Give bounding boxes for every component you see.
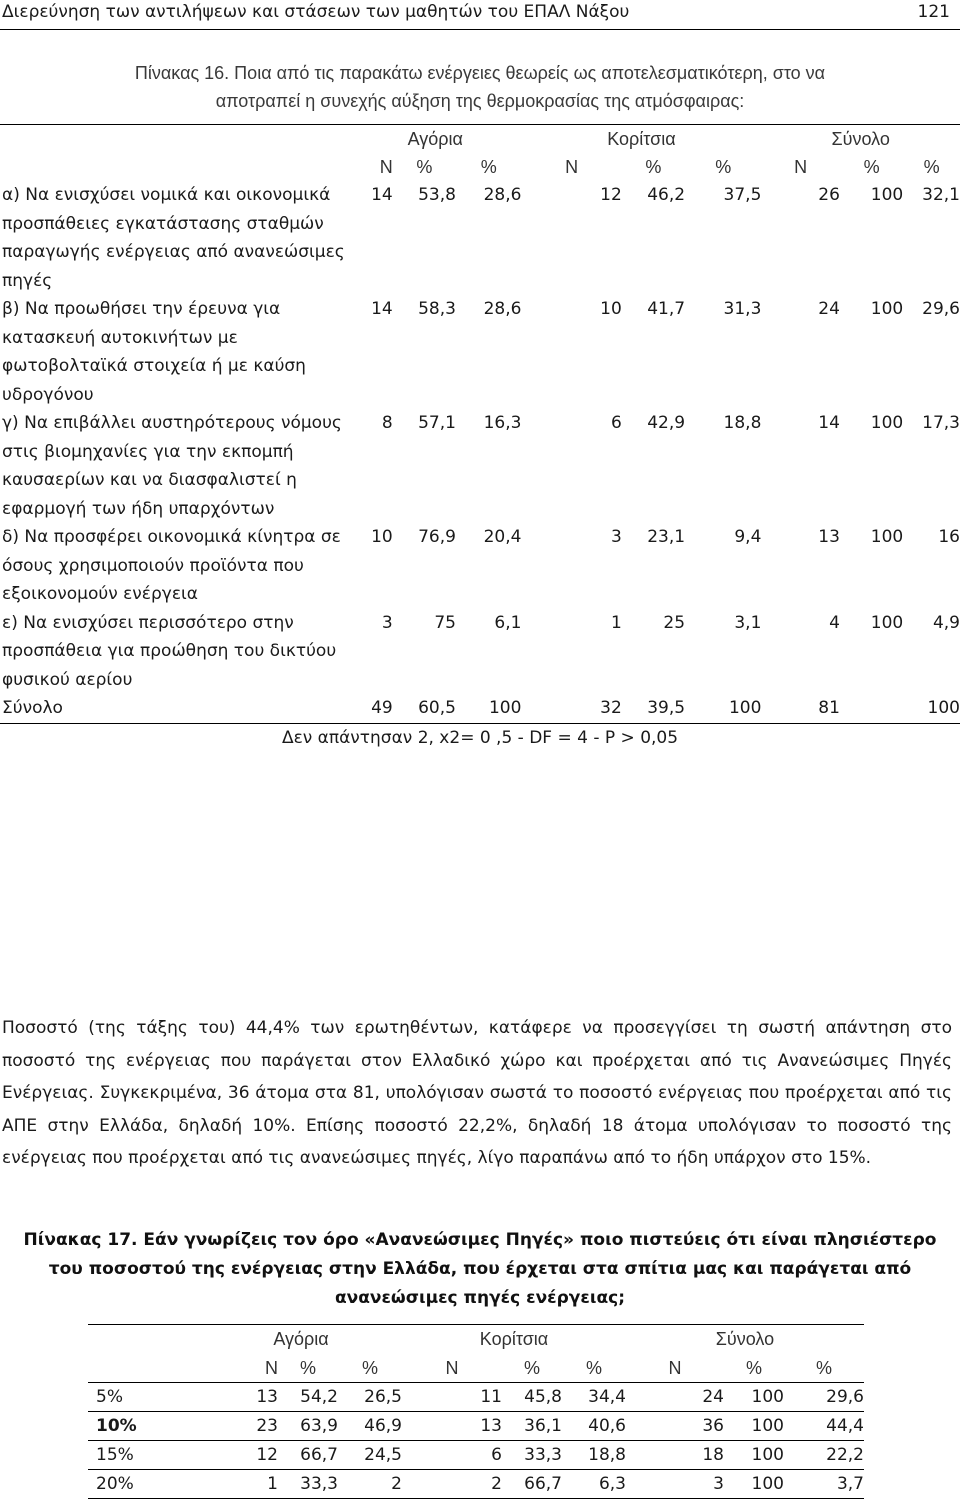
table17-group-girls: Κορίτσια (402, 1325, 626, 1354)
cell: 18 (626, 1441, 724, 1470)
table17-sub: Ν (445, 1357, 459, 1378)
cell: 6 (402, 1441, 502, 1470)
cell: 11 (402, 1383, 502, 1412)
page-header (0, 0, 960, 30)
cell: 16 (938, 527, 960, 547)
table16-sub: Ν (379, 157, 393, 177)
row-label: γ) Να επιβάλλει αυστηρότερους νόμους στις βιομηχανίες για την εκπομπή καυσαερίων και να διασφαλιστεί η εφαρμογή των ήδη υπαρχόντων (2, 413, 342, 519)
cell: 18,8 (562, 1441, 626, 1470)
table-row (88, 1412, 864, 1441)
table16-sub: Ν (794, 157, 808, 177)
table17-sub: % (745, 1357, 762, 1378)
table16-stat-row (0, 723, 960, 752)
table17-group-header (88, 1325, 864, 1354)
table16-group-total: Σύνολο (831, 129, 890, 149)
cell: 76,9 (418, 527, 456, 547)
table16-sub: % (923, 157, 940, 177)
cell: 31,3 (723, 299, 762, 319)
row-label: α) Να ενισχύσει νομικά και οικονομικά προσπάθειες εγκατάστασης σταθμών παραγωγής ενέργειας από ανανεώσιμες πηγές (2, 185, 345, 291)
cell: 3 (626, 1470, 724, 1499)
cell: 24 (626, 1383, 724, 1412)
cell: 6 (610, 413, 622, 433)
cell: 29,6 (784, 1383, 864, 1412)
cell: 40,6 (562, 1412, 626, 1441)
cell: 24,5 (338, 1441, 402, 1470)
cell: 25 (663, 612, 686, 633)
cell: 13 (818, 527, 840, 547)
cell: 13 (402, 1412, 502, 1441)
table17-subheader (88, 1354, 864, 1383)
cell: 75 (434, 612, 456, 633)
table17-sub: % (815, 1357, 832, 1378)
table-row (0, 181, 960, 295)
row-label: δ) Να προσφέρει οικονομικά κίνητρα σε όσους χρησιμοποιούν προϊόντα που εξοικονομούν ενέργεια (2, 527, 341, 604)
table17-sub: % (523, 1357, 540, 1378)
table17-sub: Ν (265, 1357, 278, 1378)
cell: 20,4 (483, 527, 522, 547)
table16-group-boys: Αγόρια (407, 129, 463, 149)
table17-sub: % (585, 1357, 602, 1378)
cell: 28,6 (483, 185, 522, 205)
cell: 23,1 (647, 527, 686, 547)
cell: 10 (371, 527, 393, 547)
cell: 1 (200, 1470, 278, 1499)
cell: 3,7 (784, 1470, 864, 1499)
cell: 45,8 (502, 1383, 562, 1412)
table17-caption-line3: ανανεώσιμες πηγές ενέργειας; (334, 1288, 626, 1308)
cell: 36 (626, 1412, 724, 1441)
table16-group-header (0, 125, 960, 154)
cell: 100 (870, 413, 904, 433)
cell: 3 (381, 612, 393, 633)
table17-sub: % (299, 1357, 316, 1378)
table16 (0, 124, 960, 752)
cell: 22,2 (784, 1441, 864, 1470)
cell: 16,3 (483, 413, 522, 433)
row-label: 15% (88, 1441, 200, 1470)
cell: 100 (724, 1441, 784, 1470)
table-row (0, 609, 960, 695)
table17-caption-line1: Πίνακας 17. Εάν γνωρίζεις τον όρο «Ανανεώσιμες Πηγές» ποιο πιστεύεις ότι είναι πλησιέστερο (23, 1230, 937, 1250)
cell: 100 (870, 612, 904, 633)
table-row (88, 1383, 864, 1412)
cell: 34,4 (562, 1383, 626, 1412)
table-row (0, 523, 960, 609)
cell: 60,5 (393, 694, 456, 723)
cell: 12 (200, 1441, 278, 1470)
table17-caption-line2: του ποσοστού της ενέργειας στην Ελλάδα, που έρχεται στα σπίτια μας και παράγεται από (48, 1259, 912, 1279)
document-title: Διερεύνηση των αντιλήψεων και στάσεων των μαθητών του ΕΠΑΛ Νάξου (2, 2, 630, 22)
cell: 4 (829, 612, 840, 633)
cell: 33,3 (278, 1470, 338, 1499)
table17-sub: % (361, 1357, 378, 1378)
cell: 2 (402, 1470, 502, 1499)
table17 (88, 1324, 864, 1499)
table16-group-girls: Κορίτσια (607, 129, 676, 149)
body-paragraph: Ποσοστό (της τάξης του) 44,4% των ερωτηθέντων, κατάφερε να προσεγγίσει τη σωστή απάντηση στο ποσοστό της ενέργειας που παράγεται στον Ελλαδικό χώρο και προέρχεται από τις Ανανεώσιμες Πηγές Ενέργειας. Συγκεκριμένα, 36 άτομα στα 81, υπολόγισαν σωστά το ποσοστό ενέργειας που προέρχεται από τις ΑΠΕ στην Ελλάδα, δηλαδή 10%. Επίσης ποσοστό 22,2%, δηλαδή 18 άτομα υπολόγισαν το ποσοστό της ενέργειας που προέρχεται από τις ανανεώσιμες πηγές, λίγο παραπάνω από το ήδη υπάρχον στο 15%. (2, 1018, 952, 1168)
cell: 24 (818, 299, 840, 319)
table16-total-row (0, 694, 960, 723)
row-label: Σύνολο (0, 694, 349, 723)
cell: 46,2 (647, 185, 686, 205)
cell: 49 (349, 694, 393, 723)
cell: 44,4 (784, 1412, 864, 1441)
page-number: 121 (917, 2, 950, 22)
cell: 14 (371, 299, 393, 319)
cell: 100 (724, 1383, 784, 1412)
cell: 32,1 (922, 185, 960, 205)
cell: 17,3 (922, 413, 960, 433)
cell: 3,1 (734, 612, 762, 633)
cell: 26 (818, 185, 840, 205)
table16-caption-line1: Πίνακας 16. Ποια από τις παρακάτω ενέργειες θεωρείς ως αποτελεσματικότερη, στο να (134, 63, 826, 83)
cell: 100 (456, 694, 521, 723)
table16-sub: Ν (565, 157, 579, 177)
cell: 100 (724, 1412, 784, 1441)
table16-sub: % (645, 157, 662, 177)
table-row (0, 295, 960, 409)
cell: 42,9 (647, 413, 686, 433)
cell: 66,7 (278, 1441, 338, 1470)
cell: 66,7 (502, 1470, 562, 1499)
cell: 23 (200, 1412, 278, 1441)
cell: 8 (381, 413, 393, 433)
cell: 100 (870, 527, 904, 547)
cell: 26,5 (338, 1383, 402, 1412)
cell: 100 (685, 694, 761, 723)
cell: 54,2 (278, 1383, 338, 1412)
table17-group-boys: Αγόρια (200, 1325, 402, 1354)
cell: 12 (600, 185, 622, 205)
cell: 6,1 (494, 612, 522, 633)
table17-caption (0, 1226, 960, 1313)
cell: 28,6 (483, 299, 522, 319)
cell: 100 (724, 1470, 784, 1499)
cell: 37,5 (723, 185, 762, 205)
cell: 100 (903, 694, 960, 723)
table16-subheader (0, 153, 960, 181)
table-row (88, 1441, 864, 1470)
cell: 58,3 (418, 299, 456, 319)
row-label: ε) Να ενισχύσει περισσότερο στην προσπάθεια για προώθηση του δικτύου φυσικού αερίου (2, 612, 337, 690)
row-label: 20% (88, 1470, 200, 1499)
cell: 46,9 (338, 1412, 402, 1441)
table17-sub: Ν (668, 1357, 682, 1378)
cell: 53,8 (418, 185, 456, 205)
cell: 2 (338, 1470, 402, 1499)
cell: 4,9 (932, 612, 960, 633)
table-row (88, 1470, 864, 1499)
row-label: 5% (88, 1383, 200, 1412)
table16-sub: % (715, 157, 732, 177)
cell: 81 (761, 694, 840, 723)
cell: 14 (371, 185, 393, 205)
cell: 41,7 (647, 299, 686, 319)
cell: 100 (870, 299, 904, 319)
cell: 100 (870, 185, 904, 205)
row-label: 10% (88, 1412, 200, 1441)
cell: 63,9 (278, 1412, 338, 1441)
cell: 10 (600, 299, 622, 319)
table16-caption-line2: αποτραπεί η συνεχής αύξηση της θερμοκρασίας της ατμόσφαιρας: (215, 91, 745, 111)
stat-line: Δεν απάντησαν 2, x2= 0 ,5 - DF = 4 - P > 0,05 (281, 727, 679, 748)
cell: 14 (818, 413, 840, 433)
table-row (0, 409, 960, 523)
cell: 6,3 (562, 1470, 626, 1499)
cell: 18,8 (723, 413, 762, 433)
cell: 39,5 (622, 694, 685, 723)
cell: 33,3 (502, 1441, 562, 1470)
cell: 32 (521, 694, 621, 723)
table16-sub: % (480, 157, 497, 177)
table16-sub: % (863, 157, 880, 177)
table16-caption (0, 59, 960, 115)
table17-group-total: Σύνολο (626, 1325, 864, 1354)
cell: 36,1 (502, 1412, 562, 1441)
cell: 9,4 (734, 527, 762, 547)
cell: 57,1 (418, 413, 456, 433)
row-label: β) Να προωθήσει την έρευνα για κατασκευή αυτοκινήτων με φωτοβολταϊκά στοιχεία ή με καύση υδρογόνου (2, 299, 306, 405)
table16-sub: % (416, 157, 433, 177)
cell: 29,6 (922, 299, 960, 319)
cell: 1 (610, 612, 622, 633)
cell: 13 (200, 1383, 278, 1412)
cell: 3 (610, 527, 622, 547)
cell (840, 694, 903, 723)
